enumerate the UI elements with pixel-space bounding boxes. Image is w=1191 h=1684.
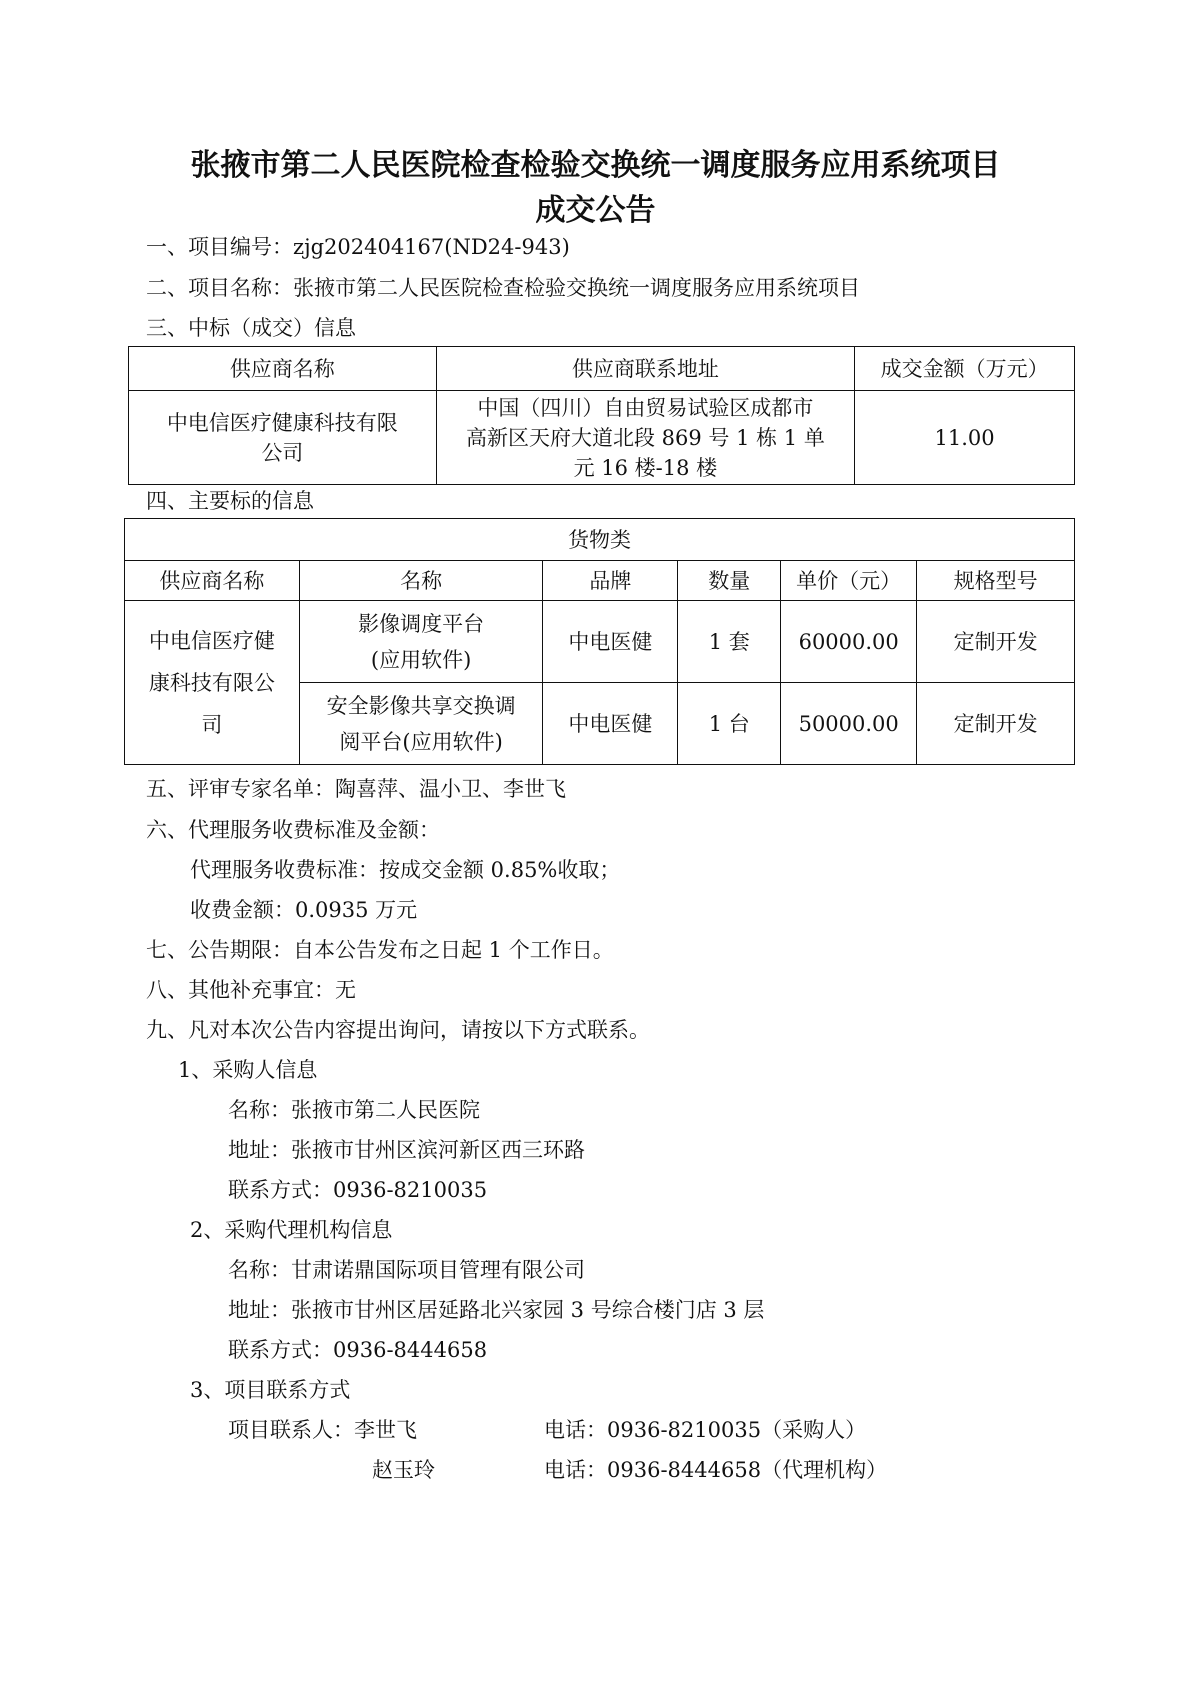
purchaser-heading: 1、采购人信息 (178, 1058, 318, 1082)
item-name-cell (299, 683, 543, 765)
header-spec: 规格型号 (917, 561, 1075, 601)
quantity-cell: 1 套 (678, 601, 781, 683)
header-quantity: 数量 (678, 561, 781, 601)
agency-fee-amount: 收费金额：0.0935 万元 (190, 898, 418, 922)
supplier-address-line: 中国（四川）自由贸易试验区成都市 (477, 395, 814, 420)
supplier-name-line: 康科技有限公 (148, 670, 275, 695)
header-brand: 品牌 (543, 561, 678, 601)
spec-cell: 定制开发 (917, 601, 1075, 683)
project-contact-phone: 电话：0936-8444658（代理机构） (544, 1458, 888, 1482)
purchaser-address: 地址：张掖市甘州区滨河新区西三环路 (228, 1138, 585, 1162)
header-supplier-address: 供应商联系地址 (436, 347, 855, 391)
item-name-line: 安全影像共享交换调 (326, 693, 516, 718)
award-table (128, 346, 1075, 485)
brand-cell: 中电医健 (543, 601, 678, 683)
supplier-name-cell (125, 601, 300, 765)
purchaser-name: 名称：张掖市第二人民医院 (228, 1098, 480, 1122)
header-unit-price: 单价（元） (781, 561, 917, 601)
subject-table (124, 518, 1075, 765)
item-name-cell (299, 601, 543, 683)
unit-price-cell: 60000.00 (781, 601, 917, 683)
project-name: 二、项目名称：张掖市第二人民医院检查检验交换统一调度服务应用系统项目 (146, 276, 860, 300)
header-supplier-name: 供应商名称 (125, 561, 300, 601)
award-table-header (129, 347, 1075, 391)
supplier-address-line: 元 16 楼-18 楼 (573, 455, 718, 480)
goods-category: 货物类 (125, 519, 1075, 561)
spec-cell: 定制开发 (917, 683, 1075, 765)
item-name-line: (应用软件) (370, 647, 472, 672)
brand-cell: 中电医健 (543, 683, 678, 765)
agency-name: 名称：甘肃诺鼎国际项目管理有限公司 (228, 1258, 585, 1282)
project-number: 一、项目编号：zjg202404167(ND24-943) (146, 235, 570, 259)
supplier-name-line: 公司 (261, 440, 304, 465)
agency-heading: 2、采购代理机构信息 (190, 1218, 393, 1242)
project-contact-person: 项目联系人：李世飞 (228, 1418, 417, 1442)
header-supplier-name: 供应商名称 (129, 347, 437, 391)
project-contact-heading: 3、项目联系方式 (190, 1378, 351, 1402)
agency-fee-heading: 六、代理服务收费标准及金额： (146, 818, 440, 842)
document-subtitle: 成交公告 (535, 193, 656, 228)
agency-fee-standard: 代理服务收费标准：按成交金额 0.85%收取； (190, 858, 621, 882)
quantity-cell: 1 台 (678, 683, 781, 765)
supplier-name-line: 中电信医疗健康科技有限 (166, 410, 398, 435)
header-item-name: 名称 (299, 561, 543, 601)
item-name-line: 阅平台(应用软件) (339, 729, 503, 754)
supplier-address-line: 高新区天府大道北段 869 号 1 栋 1 单 (465, 425, 825, 450)
document-title: 张掖市第二人民医院检查检验交换统一调度服务应用系统项目 (190, 148, 1001, 183)
notice-period: 七、公告期限：自本公告发布之日起 1 个工作日。 (146, 938, 614, 962)
table-row (125, 601, 1075, 683)
subject-info-heading: 四、主要标的信息 (146, 489, 314, 513)
contact-intro: 九、凡对本次公告内容提出询问，请按以下方式联系。 (146, 1018, 650, 1042)
project-contact-phone: 电话：0936-8210035（采购人） (544, 1418, 867, 1442)
award-info-heading: 三、中标（成交）信息 (146, 316, 356, 340)
purchaser-phone: 联系方式：0936-8210035 (228, 1178, 488, 1202)
supplier-name-cell (129, 391, 437, 485)
header-amount: 成交金额（万元） (855, 347, 1075, 391)
unit-price-cell: 50000.00 (781, 683, 917, 765)
agency-address: 地址：张掖市甘州区居延路北兴家园 3 号综合楼门店 3 层 (228, 1298, 765, 1322)
supplier-name-line: 司 (201, 712, 223, 737)
amount-cell: 11.00 (855, 391, 1075, 485)
expert-list: 五、评审专家名单：陶喜萍、温小卫、李世飞 (146, 777, 566, 801)
other-matters: 八、其他补充事宜：无 (146, 978, 356, 1002)
supplier-name-line: 中电信医疗健 (148, 628, 275, 653)
item-name-line: 影像调度平台 (358, 611, 485, 636)
project-contact-person: 赵玉玲 (372, 1458, 435, 1482)
agency-phone: 联系方式：0936-8444658 (228, 1338, 488, 1362)
table-row (129, 391, 1075, 485)
supplier-address-cell (436, 391, 855, 485)
subject-table-header (125, 561, 1075, 601)
